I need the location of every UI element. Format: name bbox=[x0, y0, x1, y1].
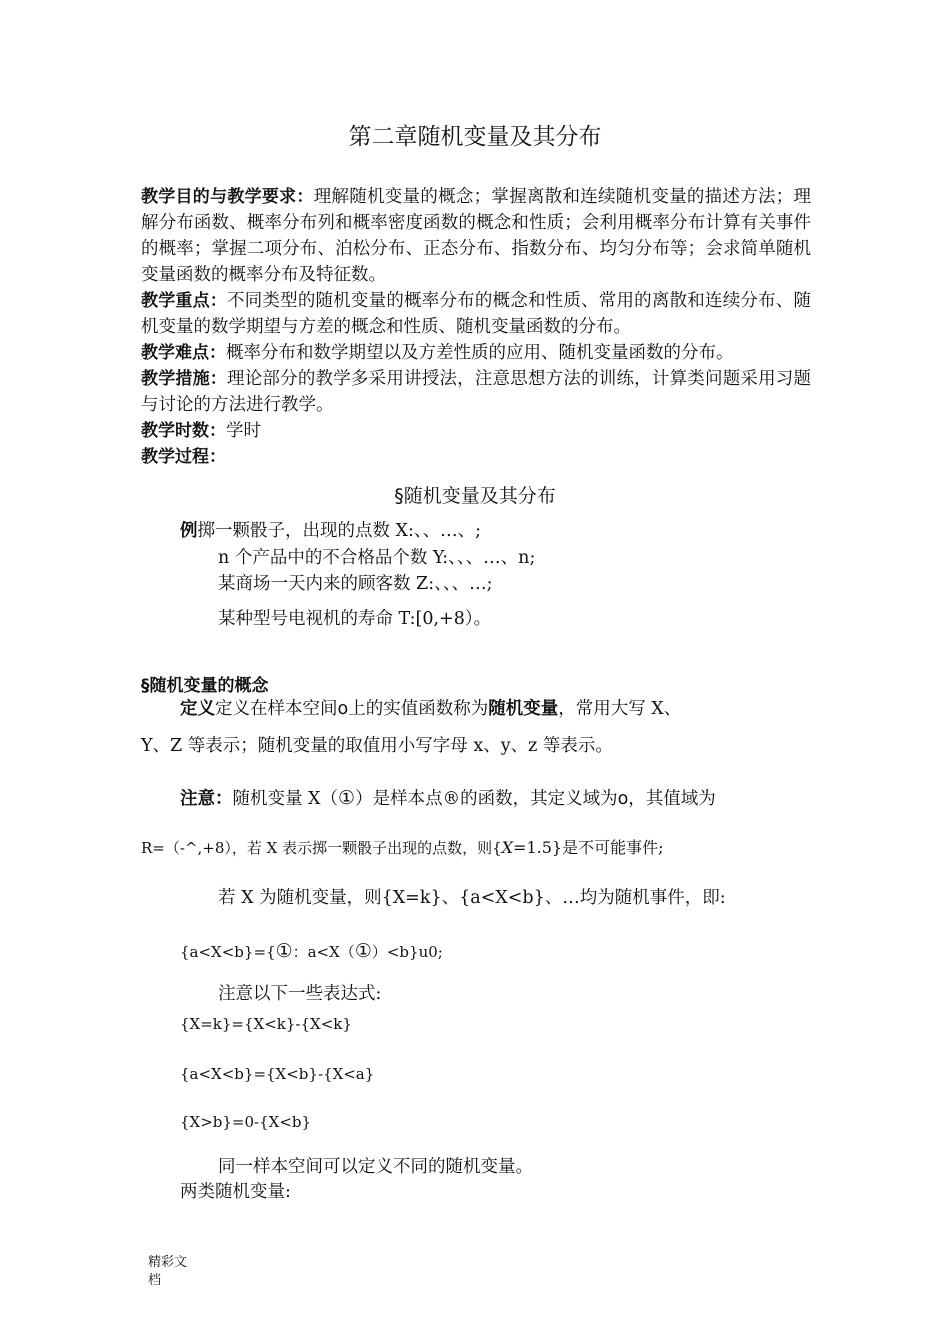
footer-line-1: 精彩文 bbox=[148, 1255, 188, 1270]
chapter-title: 第二章随机变量及其分布 bbox=[348, 124, 602, 150]
method-label: 教学措施： bbox=[141, 369, 228, 389]
closing-line-1: 同一样本空间可以定义不同的随机变量。 bbox=[218, 1157, 533, 1177]
expression-3: {X>b}=0-{X<b} bbox=[180, 1113, 312, 1131]
teaching-process bbox=[141, 444, 811, 470]
example-line-1: 例掷一颗骰子，出现的点数 X:、、…、; bbox=[180, 521, 482, 541]
expression-2: {a<X<b}={X<b}-{X<a} bbox=[180, 1065, 375, 1083]
definition-line-2: Y、Z 等表示；随机变量的取值用小写字母 x、y、z 等表示。 bbox=[141, 736, 613, 756]
example-label: 例 bbox=[180, 521, 198, 541]
teaching-key bbox=[141, 288, 811, 340]
note-line-3: 若 X 为随机变量，则{X=k}、{a<X<b}、…均为随机事件，即: bbox=[218, 888, 726, 908]
difficulty-label: 教学难点： bbox=[141, 343, 226, 363]
process-label: 教学过程： bbox=[141, 447, 226, 467]
section-title: §随机变量及其分布 bbox=[394, 485, 556, 507]
example-line-4: 某种型号电视机的寿命 T:[0,+8）。 bbox=[218, 609, 492, 629]
note-line-4: {a<X<b}={①：a<X（①）<b}u0; bbox=[180, 940, 443, 962]
note-line-1: 注意：随机变量 X（①）是样本点®的函数，其定义域为o，其值域为 bbox=[180, 787, 716, 809]
note-label: 注意： bbox=[180, 789, 233, 809]
teaching-hours bbox=[141, 418, 811, 444]
definition-label: 定义 bbox=[180, 699, 215, 719]
note-line-2: R=（-^,+8），若 X 表示掷一颗骰子出现的点数，则{X=1.5}是不可能事件; bbox=[141, 838, 664, 857]
method-text: 理论部分的教学多采用讲授法，注意思想方法的训练，计算类问题采用习题与讨论的方法进行教学。 bbox=[141, 369, 811, 415]
closing-line-2: 两类随机变量: bbox=[180, 1182, 291, 1202]
teaching-goal bbox=[141, 184, 811, 288]
hours-label: 教学时数： bbox=[141, 421, 226, 441]
example-line-3: 某商场一天内来的顾客数 Z:、、、…; bbox=[218, 574, 493, 594]
difficulty-text: 概率分布和数学期望以及方差性质的应用、随机变量函数的分布。 bbox=[226, 343, 734, 363]
teaching-intro bbox=[141, 184, 811, 470]
teaching-difficulty bbox=[141, 340, 811, 366]
hours-text: 学时 bbox=[226, 421, 261, 441]
teaching-method bbox=[141, 366, 811, 418]
example-line-2: n 个产品中的不合格品个数 Y:、、、…、n; bbox=[218, 548, 536, 568]
footer-text bbox=[148, 1254, 187, 1290]
key-text: 不同类型的随机变量的概率分布的概念和性质、常用的离散和连续分布、随机变量的数学期望与方差的概念和性质、随机变量函数的分布。 bbox=[141, 291, 811, 337]
subsection-title: §随机变量的概念 bbox=[141, 676, 269, 696]
goal-text: 理解随机变量的概念；掌握离散和连续随机变量的描述方法；理解分布函数、概率分布列和概率密度函数的概念和性质；会利用概率分布计算有关事件的概率；掌握二项分布、泊松分布、正态分布、指数分布、均匀分布等；会求简单随机变量函数的概率分布及特征数。 bbox=[141, 187, 811, 285]
expressions-intro: 注意以下一些表达式: bbox=[218, 984, 382, 1004]
definition-line-1: 定义定义在样本空间o上的实值函数称为随机变量，常用大写 X、 bbox=[180, 699, 682, 719]
expression-1: {X=k}={X<k}-{X<k} bbox=[180, 1015, 352, 1033]
definition-term: 随机变量 bbox=[488, 699, 559, 719]
goal-label: 教学目的与教学要求： bbox=[141, 187, 314, 207]
key-label: 教学重点： bbox=[141, 291, 228, 311]
footer-line-2: 档 bbox=[148, 1273, 162, 1288]
